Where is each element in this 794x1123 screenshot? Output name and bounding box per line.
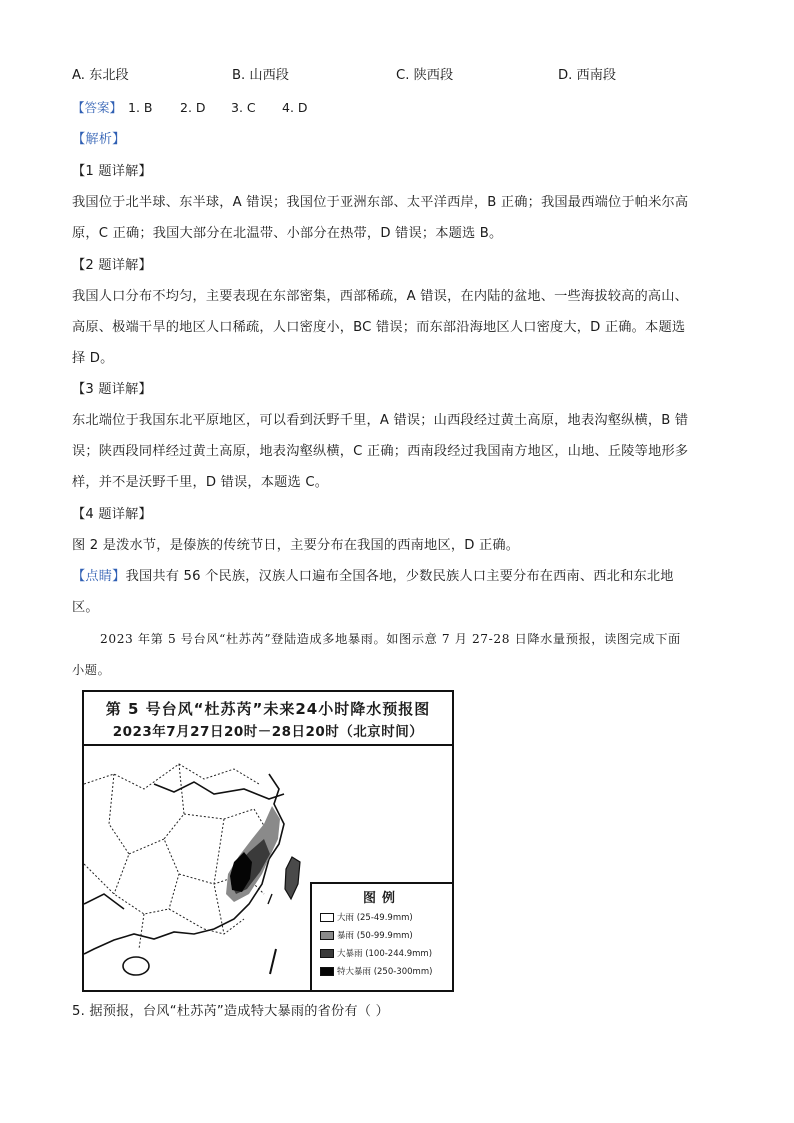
legend-swatch — [320, 913, 334, 922]
q1-heading: 【1 题详解】 — [72, 164, 152, 179]
taiwan-rain-area — [285, 857, 300, 899]
q4-heading: 【4 题详解】 — [72, 507, 152, 522]
option-a: A. 东北段 — [72, 68, 129, 83]
hainan-island — [123, 957, 149, 975]
legend-item — [320, 930, 413, 942]
answer-2: 2. D — [180, 100, 206, 115]
intro-line: 小题。 — [72, 663, 111, 677]
answer-3: 3. C — [231, 100, 256, 115]
legend-swatch — [320, 931, 334, 940]
option-c: C. 陕西段 — [396, 68, 454, 83]
intro-line: 2023 年第 5 号台风“杜苏芮”登陆造成多地暴雨。如图示意 7 月 27-28 日降水量预报，读图完成下面 — [100, 632, 681, 646]
tip-line: 我国共有 56 个民族，汉族人口遍布全国各地，少数民族人口主要分布在西南、西北和东北地 — [125, 569, 674, 584]
legend-swatch — [320, 949, 334, 958]
analysis-tag: 【解析】 — [72, 132, 126, 147]
legend-label: 大雨 (25-49.9mm) — [337, 913, 413, 923]
legend-item — [320, 948, 432, 960]
legend-item — [320, 912, 413, 924]
q3-line: 样，并不是沃野千里，D 错误，本题选 C。 — [72, 475, 329, 490]
legend-label: 特大暴雨 (250-300mm) — [337, 967, 433, 977]
map-subtitle: 2023年7月27日20时－28日20时（北京时间） — [112, 724, 424, 740]
legend-swatch — [320, 967, 334, 976]
answer-1: 1. B — [128, 100, 153, 115]
map-title-box — [84, 692, 452, 746]
q2-line: 择 D。 — [72, 351, 114, 366]
answer-tag: 【答案】 — [72, 100, 123, 115]
tip-tag: 【点睛】 — [72, 569, 126, 584]
map-title: 第 5 号台风“杜苏芮”未来24小时降水预报图 — [105, 700, 431, 718]
q3-heading: 【3 题详解】 — [72, 382, 152, 397]
q4-line: 图 2 是泼水节，是傣族的传统节日，主要分布在我国的西南地区，D 正确。 — [72, 538, 520, 553]
island-mark — [270, 949, 276, 974]
q2-line: 高原、极端干旱的地区人口稀疏，人口密度小，BC 错误；而东部沿海地区人口密度大，D 正确。本题选 — [72, 320, 686, 335]
answer-4: 4. D — [282, 100, 308, 115]
legend-label: 暴雨 (50-99.9mm) — [337, 931, 413, 941]
map-legend — [310, 882, 454, 992]
precipitation-map — [82, 690, 454, 992]
q1-line: 原，C 正确；我国大部分在北温带、小部分在热带，D 错误；本题选 B。 — [72, 226, 503, 241]
q2-heading: 【2 题详解】 — [72, 258, 152, 273]
q3-line: 东北端位于我国东北平原地区，可以看到沃野千里，A 错误；山西段经过黄土高原，地表沟壑纵横，B 错 — [72, 413, 689, 428]
q1-line: 我国位于北半球、东半球，A 错误；我国位于亚洲东部、太平洋西岸，B 正确；我国最西端位于帕米尔高 — [72, 195, 689, 210]
q3-line: 误；陕西段同样经过黄土高原，地表沟壑纵横，C 正确；西南段经过我国南方地区，山地、丘陵等地形多 — [72, 444, 689, 459]
legend-item — [320, 966, 432, 978]
legend-title: 图例 — [362, 891, 401, 906]
option-b: B. 山西段 — [232, 68, 289, 83]
option-d: D. 西南段 — [558, 68, 617, 83]
legend-label: 大暴雨 (100-244.9mm) — [337, 949, 433, 959]
island-mark — [268, 894, 272, 904]
q2-line: 我国人口分布不均匀，主要表现在东部密集，西部稀疏，A 错误，在内陆的盆地、一些海拔较高的高山、 — [72, 289, 689, 304]
tip-line: 区。 — [72, 600, 99, 615]
question-5: 5. 据预报，台风“杜苏芮”造成特大暴雨的省份有（ ） — [72, 1004, 389, 1019]
